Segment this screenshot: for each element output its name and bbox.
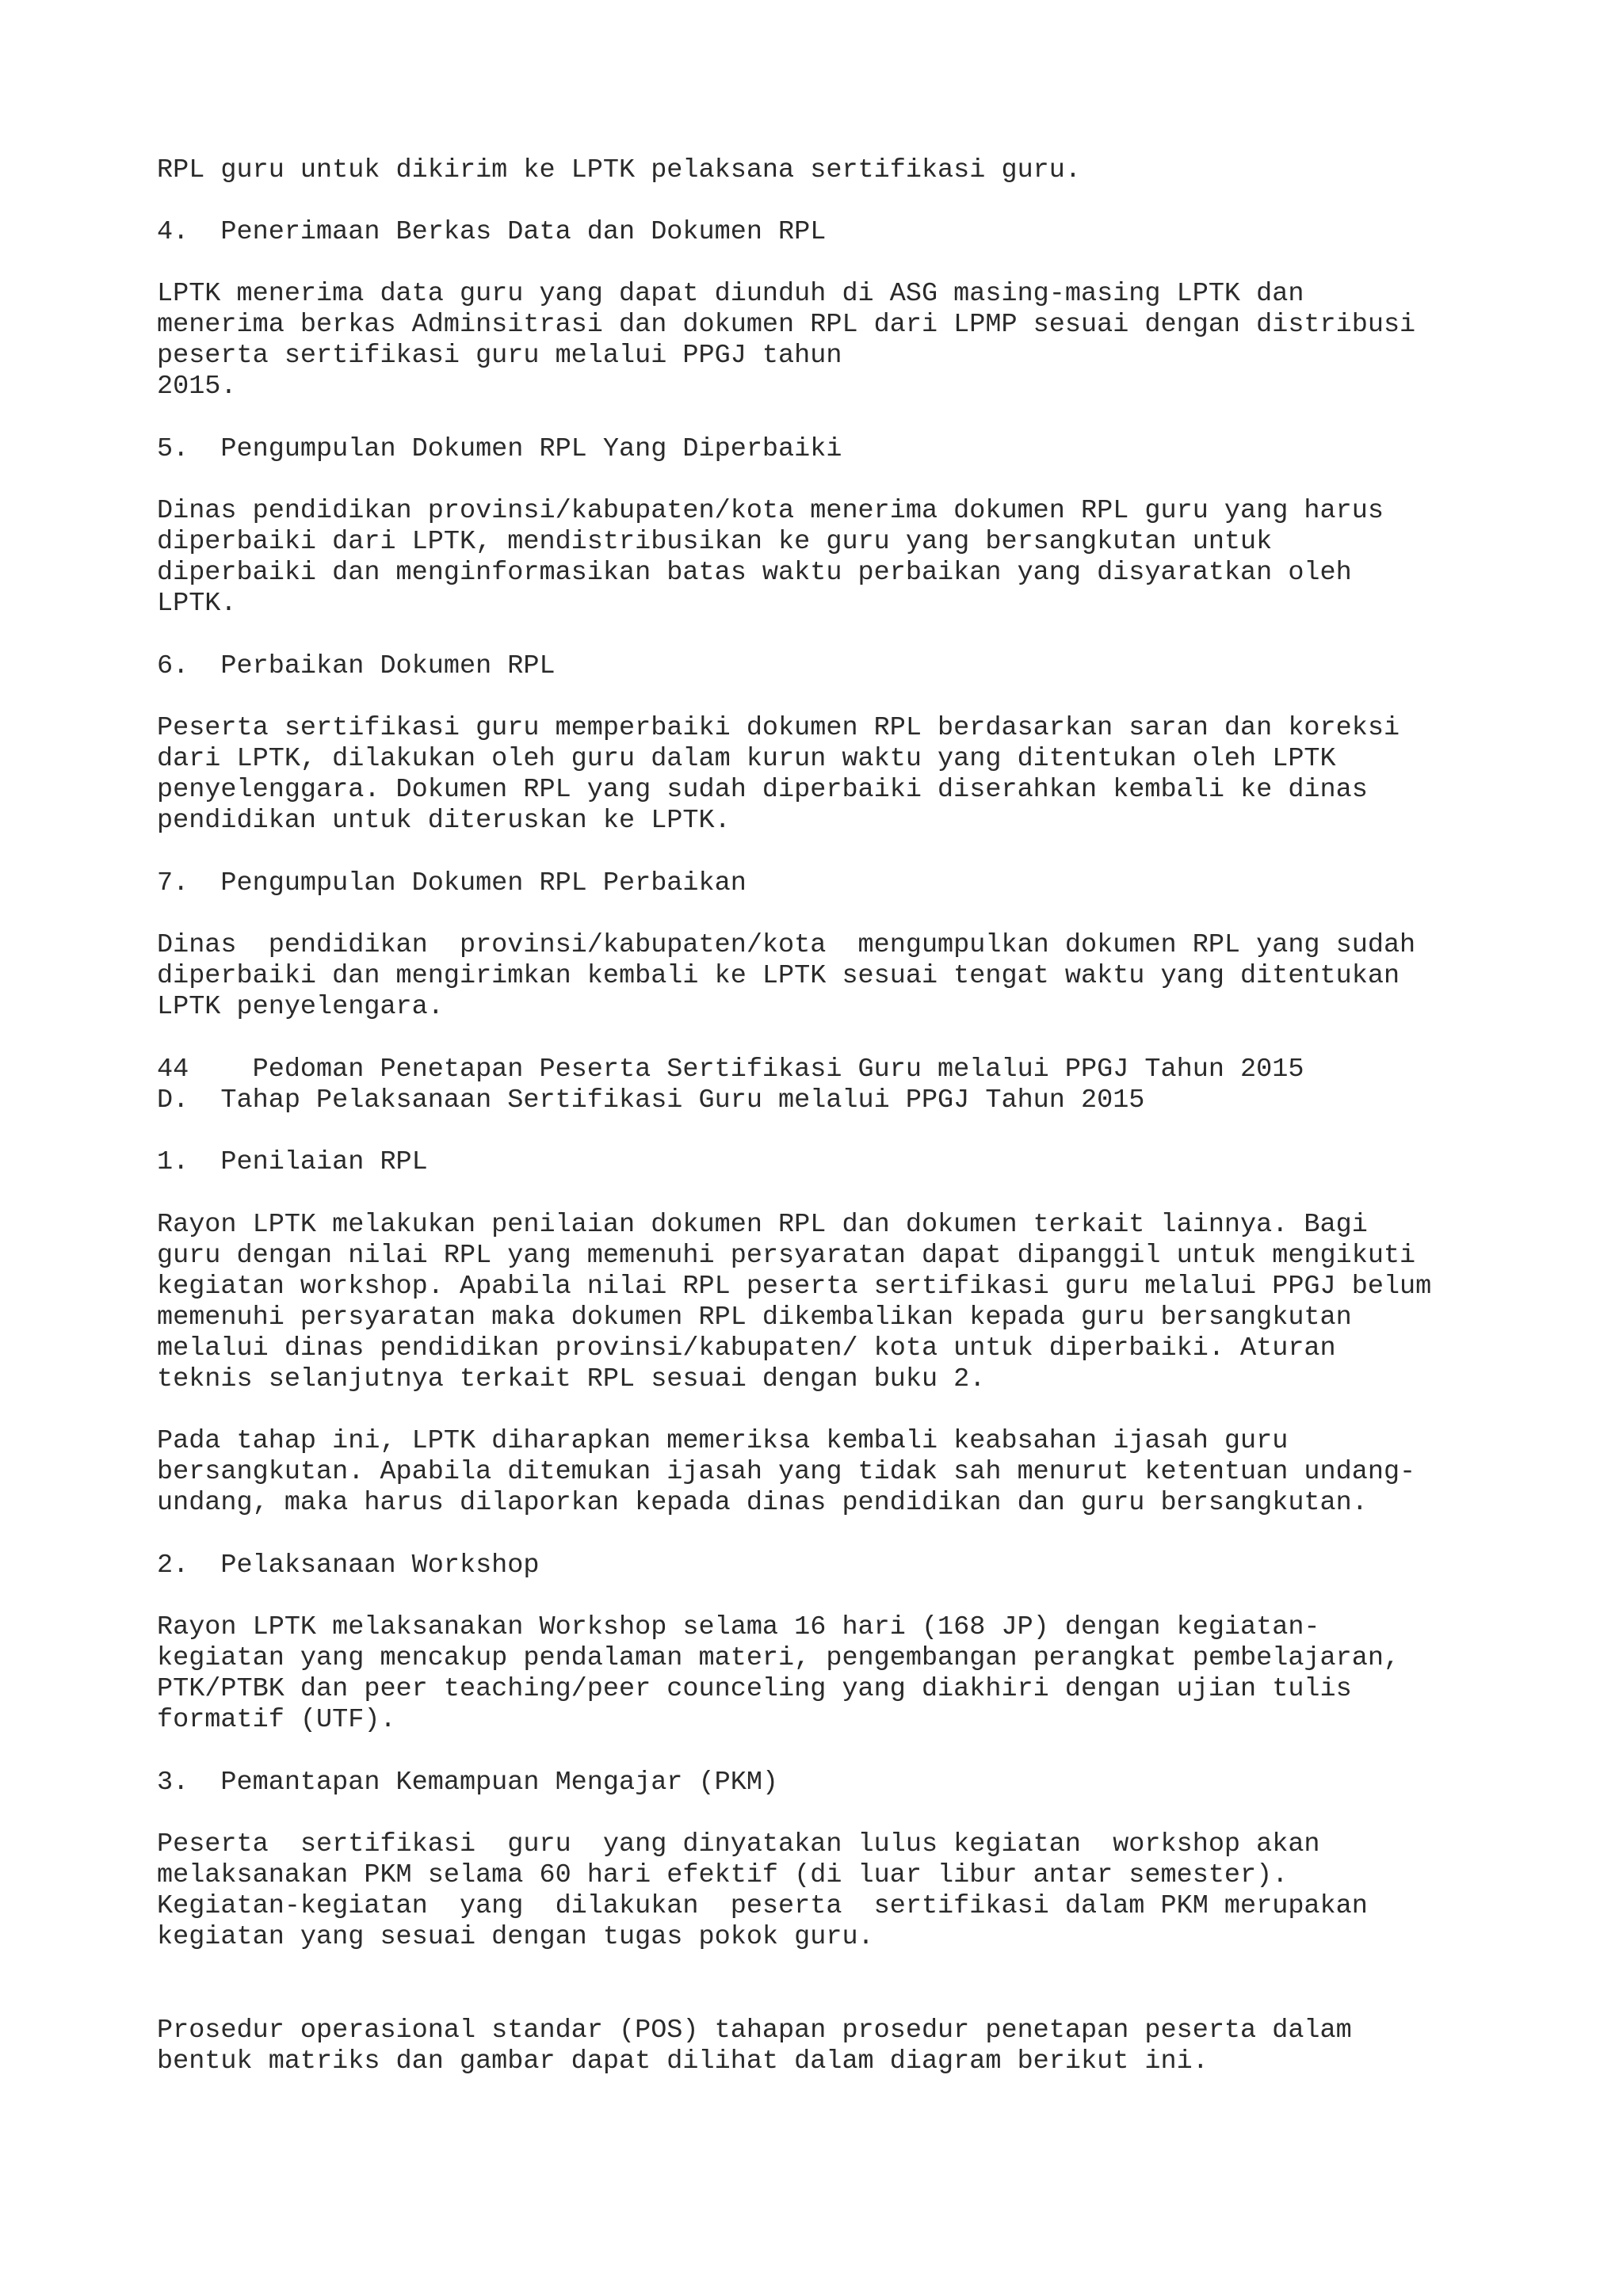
- paragraph-line: undang, maka harus dilaporkan kepada dinas pendidikan dan guru bersangkutan.: [157, 1488, 1368, 1518]
- paragraph-line: Kegiatan-kegiatan yang dilakukan peserta sertifikasi dalam PKM merupakan: [157, 1891, 1368, 1921]
- paragraph-line: Pada tahap ini, LPTK diharapkan memeriksa kembali keabsahan ijasah guru: [157, 1426, 1289, 1456]
- paragraph-line: bersangkutan. Apabila ditemukan ijasah yang tidak sah menurut ketentuan undang-: [157, 1457, 1416, 1487]
- section-heading-1: 1. Penilaian RPL: [157, 1147, 428, 1177]
- paragraph-line: kegiatan yang sesuai dengan tugas pokok guru.: [157, 1922, 874, 1952]
- section-heading-3: 3. Pemantapan Kemampuan Mengajar (PKM): [157, 1768, 779, 1798]
- paragraph-line: Peserta sertifikasi guru yang dinyatakan lulus kegiatan workshop akan: [157, 1829, 1320, 1859]
- paragraph-line: 2015.: [157, 372, 237, 402]
- page-footer: 44 Pedoman Penetapan Peserta Sertifikasi Guru melalui PPGJ Tahun 2015: [157, 1055, 1304, 1085]
- paragraph-line: diperbaiki dari LPTK, mendistribusikan ke guru yang bersangkutan untuk: [157, 527, 1273, 557]
- paragraph-line: Peserta sertifikasi guru memperbaiki dokumen RPL berdasarkan saran dan koreksi: [157, 713, 1400, 743]
- paragraph-line: kegiatan yang mencakup pendalaman materi, pengembangan perangkat pembelajaran,: [157, 1643, 1400, 1673]
- paragraph-line: melaksanakan PKM selama 60 hari efektif (di luar libur antar semester).: [157, 1860, 1289, 1890]
- section-heading-6: 6. Perbaikan Dokumen RPL: [157, 651, 556, 681]
- paragraph-line: Rayon LPTK melakukan penilaian dokumen RPL dan dokumen terkait lainnya. Bagi: [157, 1210, 1368, 1240]
- section-heading-d: D. Tahap Pelaksanaan Sertifikasi Guru melalui PPGJ Tahun 2015: [157, 1085, 1145, 1116]
- paragraph-line: diperbaiki dan menginformasikan batas waktu perbaikan yang disyaratkan oleh: [157, 558, 1352, 588]
- section-heading-2: 2. Pelaksanaan Workshop: [157, 1550, 540, 1581]
- paragraph-line: melalui dinas pendidikan provinsi/kabupaten/ kota untuk diperbaiki. Aturan: [157, 1333, 1336, 1363]
- section-heading-5: 5. Pengumpulan Dokumen RPL Yang Diperbaiki: [157, 434, 842, 464]
- paragraph-line: LPTK.: [157, 589, 237, 619]
- paragraph-line: Prosedur operasional standar (POS) tahapan prosedur penetapan peserta dalam: [157, 2016, 1352, 2046]
- paragraph-line: penyelenggara. Dokumen RPL yang sudah diperbaiki diserahkan kembali ke dinas: [157, 775, 1368, 805]
- paragraph-line: peserta sertifikasi guru melalui PPGJ tahun: [157, 341, 842, 371]
- section-heading-4: 4. Penerimaan Berkas Data dan Dokumen RPL: [157, 217, 827, 247]
- paragraph-line: guru dengan nilai RPL yang memenuhi persyaratan dapat dipanggil untuk mengikuti: [157, 1241, 1416, 1271]
- paragraph-line: teknis selanjutnya terkait RPL sesuai dengan buku 2.: [157, 1364, 986, 1394]
- paragraph-line: diperbaiki dan mengirimkan kembali ke LPTK sesuai tengat waktu yang ditentukan: [157, 961, 1400, 991]
- paragraph-line: menerima berkas Adminsitrasi dan dokumen RPL dari LPMP sesuai dengan distribusi: [157, 310, 1416, 340]
- paragraph-line: Rayon LPTK melaksanakan Workshop selama 16 hari (168 JP) dengan kegiatan-: [157, 1612, 1320, 1642]
- text-line-continuation: RPL guru untuk dikirim ke LPTK pelaksana sertifikasi guru.: [157, 155, 1081, 185]
- paragraph-line: Dinas pendidikan provinsi/kabupaten/kota mengumpulkan dokumen RPL yang sudah: [157, 930, 1416, 960]
- paragraph-line: PTK/PTBK dan peer teaching/peer counceling yang diakhiri dengan ujian tulis: [157, 1674, 1352, 1704]
- paragraph-line: bentuk matriks dan gambar dapat dilihat dalam diagram berikut ini.: [157, 2046, 1209, 2077]
- paragraph-line: LPTK penyelengara.: [157, 992, 444, 1022]
- paragraph-line: LPTK menerima data guru yang dapat diunduh di ASG masing-masing LPTK dan: [157, 279, 1304, 309]
- paragraph-line: dari LPTK, dilakukan oleh guru dalam kurun waktu yang ditentukan oleh LPTK: [157, 744, 1336, 774]
- paragraph-line: Dinas pendidikan provinsi/kabupaten/kota menerima dokumen RPL guru yang harus: [157, 496, 1384, 526]
- paragraph-line: kegiatan workshop. Apabila nilai RPL peserta sertifikasi guru melalui PPGJ belum: [157, 1272, 1432, 1302]
- paragraph-line: memenuhi persyaratan maka dokumen RPL dikembalikan kepada guru bersangkutan: [157, 1302, 1352, 1333]
- paragraph-line: formatif (UTF).: [157, 1705, 396, 1735]
- paragraph-line: pendidikan untuk diteruskan ke LPTK.: [157, 806, 731, 836]
- section-heading-7: 7. Pengumpulan Dokumen RPL Perbaikan: [157, 868, 747, 898]
